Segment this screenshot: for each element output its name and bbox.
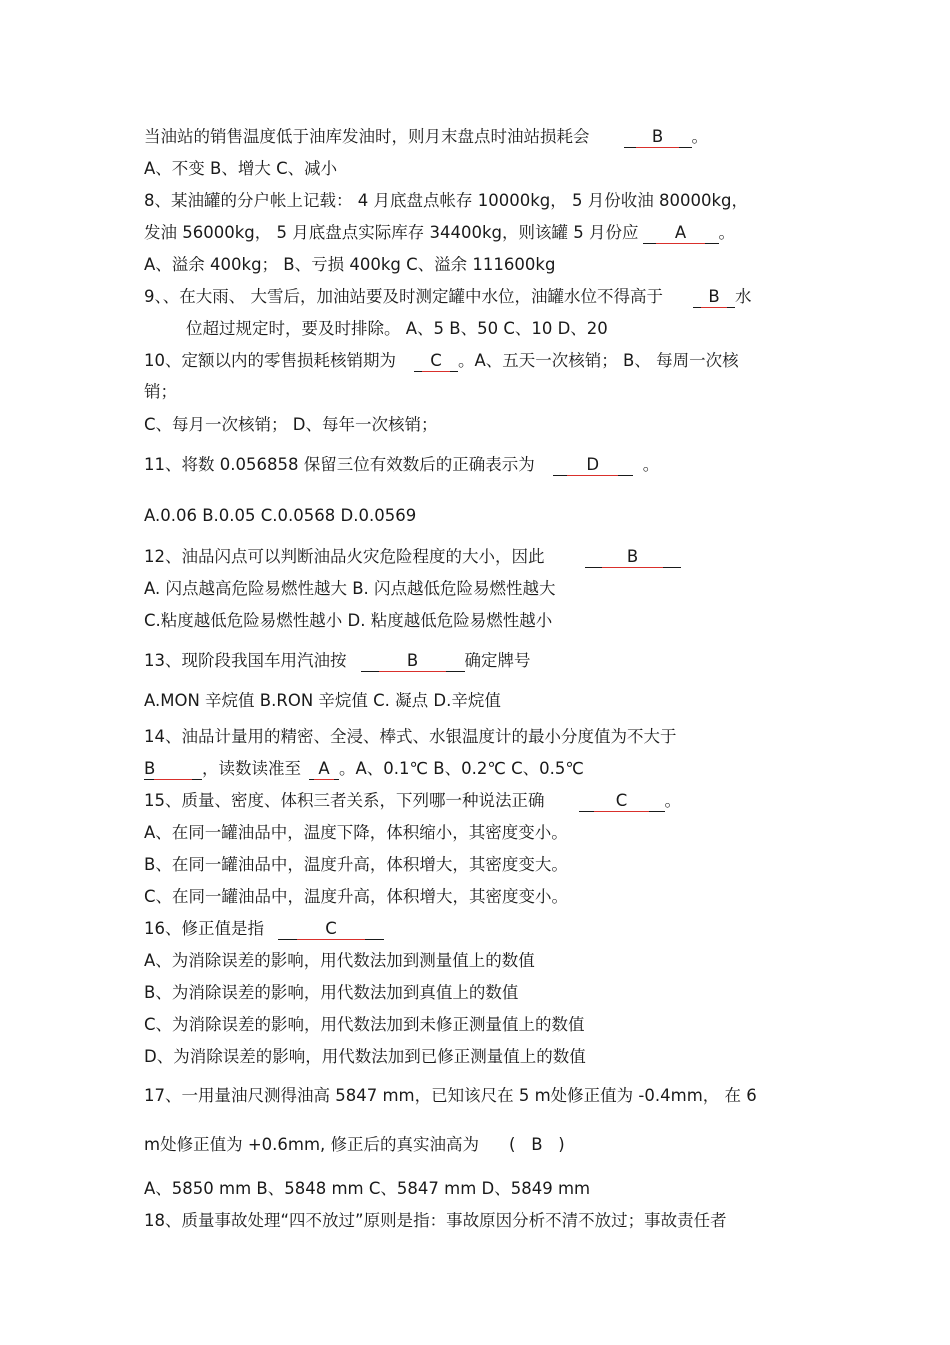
answer-blank: B [693, 287, 735, 308]
question-7-options: A、不变 B、增大 C、减小 [144, 159, 338, 178]
question-16-option-c: C、为消除误差的影响，用代数法加到未修正测量值上的数值 [144, 1015, 585, 1034]
question-13-stem [144, 650, 531, 672]
answer-letter: B [531, 1135, 543, 1154]
answer-blank: B [585, 547, 681, 568]
answer-blank-2: A [309, 759, 339, 780]
question-9-line1 [144, 286, 752, 308]
question-15-stem [144, 790, 681, 812]
question-text-tail: 水 [735, 287, 752, 306]
question-13-options: A.MON 辛烷值 B.RON 辛烷值 C. 凝点 D.辛烷值 [144, 691, 501, 710]
question-16-option-d: D、为消除误差的影响，用代数法加到已修正测量值上的数值 [144, 1047, 586, 1066]
question-text: 13、现阶段我国车用汽油按 [144, 651, 347, 670]
question-11-options: A.0.06 B.0.05 C.0.0568 D.0.0569 [144, 506, 417, 525]
answer-blank: B [624, 127, 692, 148]
question-17-line2 [144, 1134, 565, 1156]
question-text: 当油站的销售温度低于油库发油时，则月末盘点时油站损耗会 [144, 127, 590, 146]
question-10-line1 [144, 350, 739, 372]
question-18-line1: 18、质量事故处理“四不放过”原则是指：事故原因分析不清不放过；事故责任者 [144, 1211, 727, 1230]
question-9-line2: 位超过规定时，要及时排除。 A、5 B、50 C、10 D、20 [186, 319, 608, 338]
question-16-option-b: B、为消除误差的影响，用代数法加到真值上的数值 [144, 983, 519, 1002]
question-15-option-b: B、在同一罐油品中，温度升高，体积增大，其密度变大。 [144, 855, 568, 874]
answer-blank: C [579, 791, 665, 812]
question-10-line2: 销； [144, 382, 177, 401]
question-17-line1: 17、一用量油尺测得油高 5847 mm，已知该尺在 5 m处修正值为 -0.4mm， 在 6 [144, 1086, 757, 1105]
answer-blank-1: B [144, 759, 202, 780]
answer-blank: C [414, 351, 458, 372]
question-8-options: A、溢余 400kg； B、亏损 400kg C、溢余 111600kg [144, 255, 556, 274]
question-text-tail: 确定牌号 [464, 651, 531, 670]
punct: 。 [718, 223, 736, 242]
question-text: 15、质量、密度、体积三者关系，下列哪一种说法正确 [144, 791, 545, 810]
answer-paren: ( B ) [509, 1135, 565, 1154]
question-8-line1: 8、某油罐的分户帐上记载： 4 月底盘点帐存 10000kg， 5 月份收油 80000kg， [144, 191, 748, 210]
punct: 。 [691, 127, 708, 146]
question-14-options: 。A、0.1℃ B、0.2℃ C、0.5℃ [339, 759, 584, 778]
question-16-stem [144, 918, 384, 940]
answer-blank: A [643, 223, 719, 244]
question-text: 12、油品闪点可以判断油品火灾危险程度的大小，因此 [144, 547, 545, 566]
question-text: 10、定额以内的零售损耗核销期为 [144, 351, 396, 370]
answer-blank: D [553, 455, 633, 476]
question-12-options-1: A. 闪点越高危险易燃性越大 B. 闪点越低危险易燃性越大 [144, 579, 556, 598]
question-15-option-a: A、在同一罐油品中，温度下降，体积缩小，其密度变小。 [144, 823, 568, 842]
question-15-option-c: C、在同一罐油品中，温度升高，体积增大，其密度变小。 [144, 887, 569, 906]
question-text: 9、、在大雨、 大雪后，加油站要及时测定罐中水位，油罐水位不得高于 [144, 287, 663, 306]
question-10-options: C、每月一次核销； D、每年一次核销； [144, 415, 438, 434]
question-12-options-2: C.粘度越低危险易燃性越小 D. 粘度越低危险易燃性越小 [144, 611, 553, 630]
question-text: m处修正值为 +0.6mm, 修正后的真实油高为 [144, 1135, 480, 1154]
punct: 。 [642, 455, 660, 474]
question-text: 发油 56000kg， 5 月底盘点实际库存 34400kg，则该罐 5 月份应 [144, 223, 639, 242]
question-14-line2 [144, 758, 584, 780]
question-text: ，读数读准至 [202, 759, 301, 778]
question-11-stem [144, 454, 659, 476]
question-16-option-a: A、为消除误差的影响，用代数法加到测量值上的数值 [144, 951, 535, 970]
question-8-line2 [144, 222, 735, 244]
question-text: 16、修正值是指 [144, 919, 264, 938]
question-text-tail: 。A、五天一次核销； B、 每周一次核 [458, 351, 739, 370]
question-12-stem [144, 546, 681, 568]
punct: 。 [664, 791, 681, 810]
question-text: 11、将数 0.056858 保留三位有效数后的正确表示为 [144, 455, 535, 474]
question-17-options: A、5850 mm B、5848 mm C、5847 mm D、5849 mm [144, 1179, 591, 1198]
answer-blank: C [278, 919, 384, 940]
question-7-stem [144, 126, 708, 148]
answer-blank: B [361, 651, 465, 672]
question-14-line1: 14、油品计量用的精密、全浸、棒式、水银温度计的最小分度值为不大于 [144, 727, 677, 746]
